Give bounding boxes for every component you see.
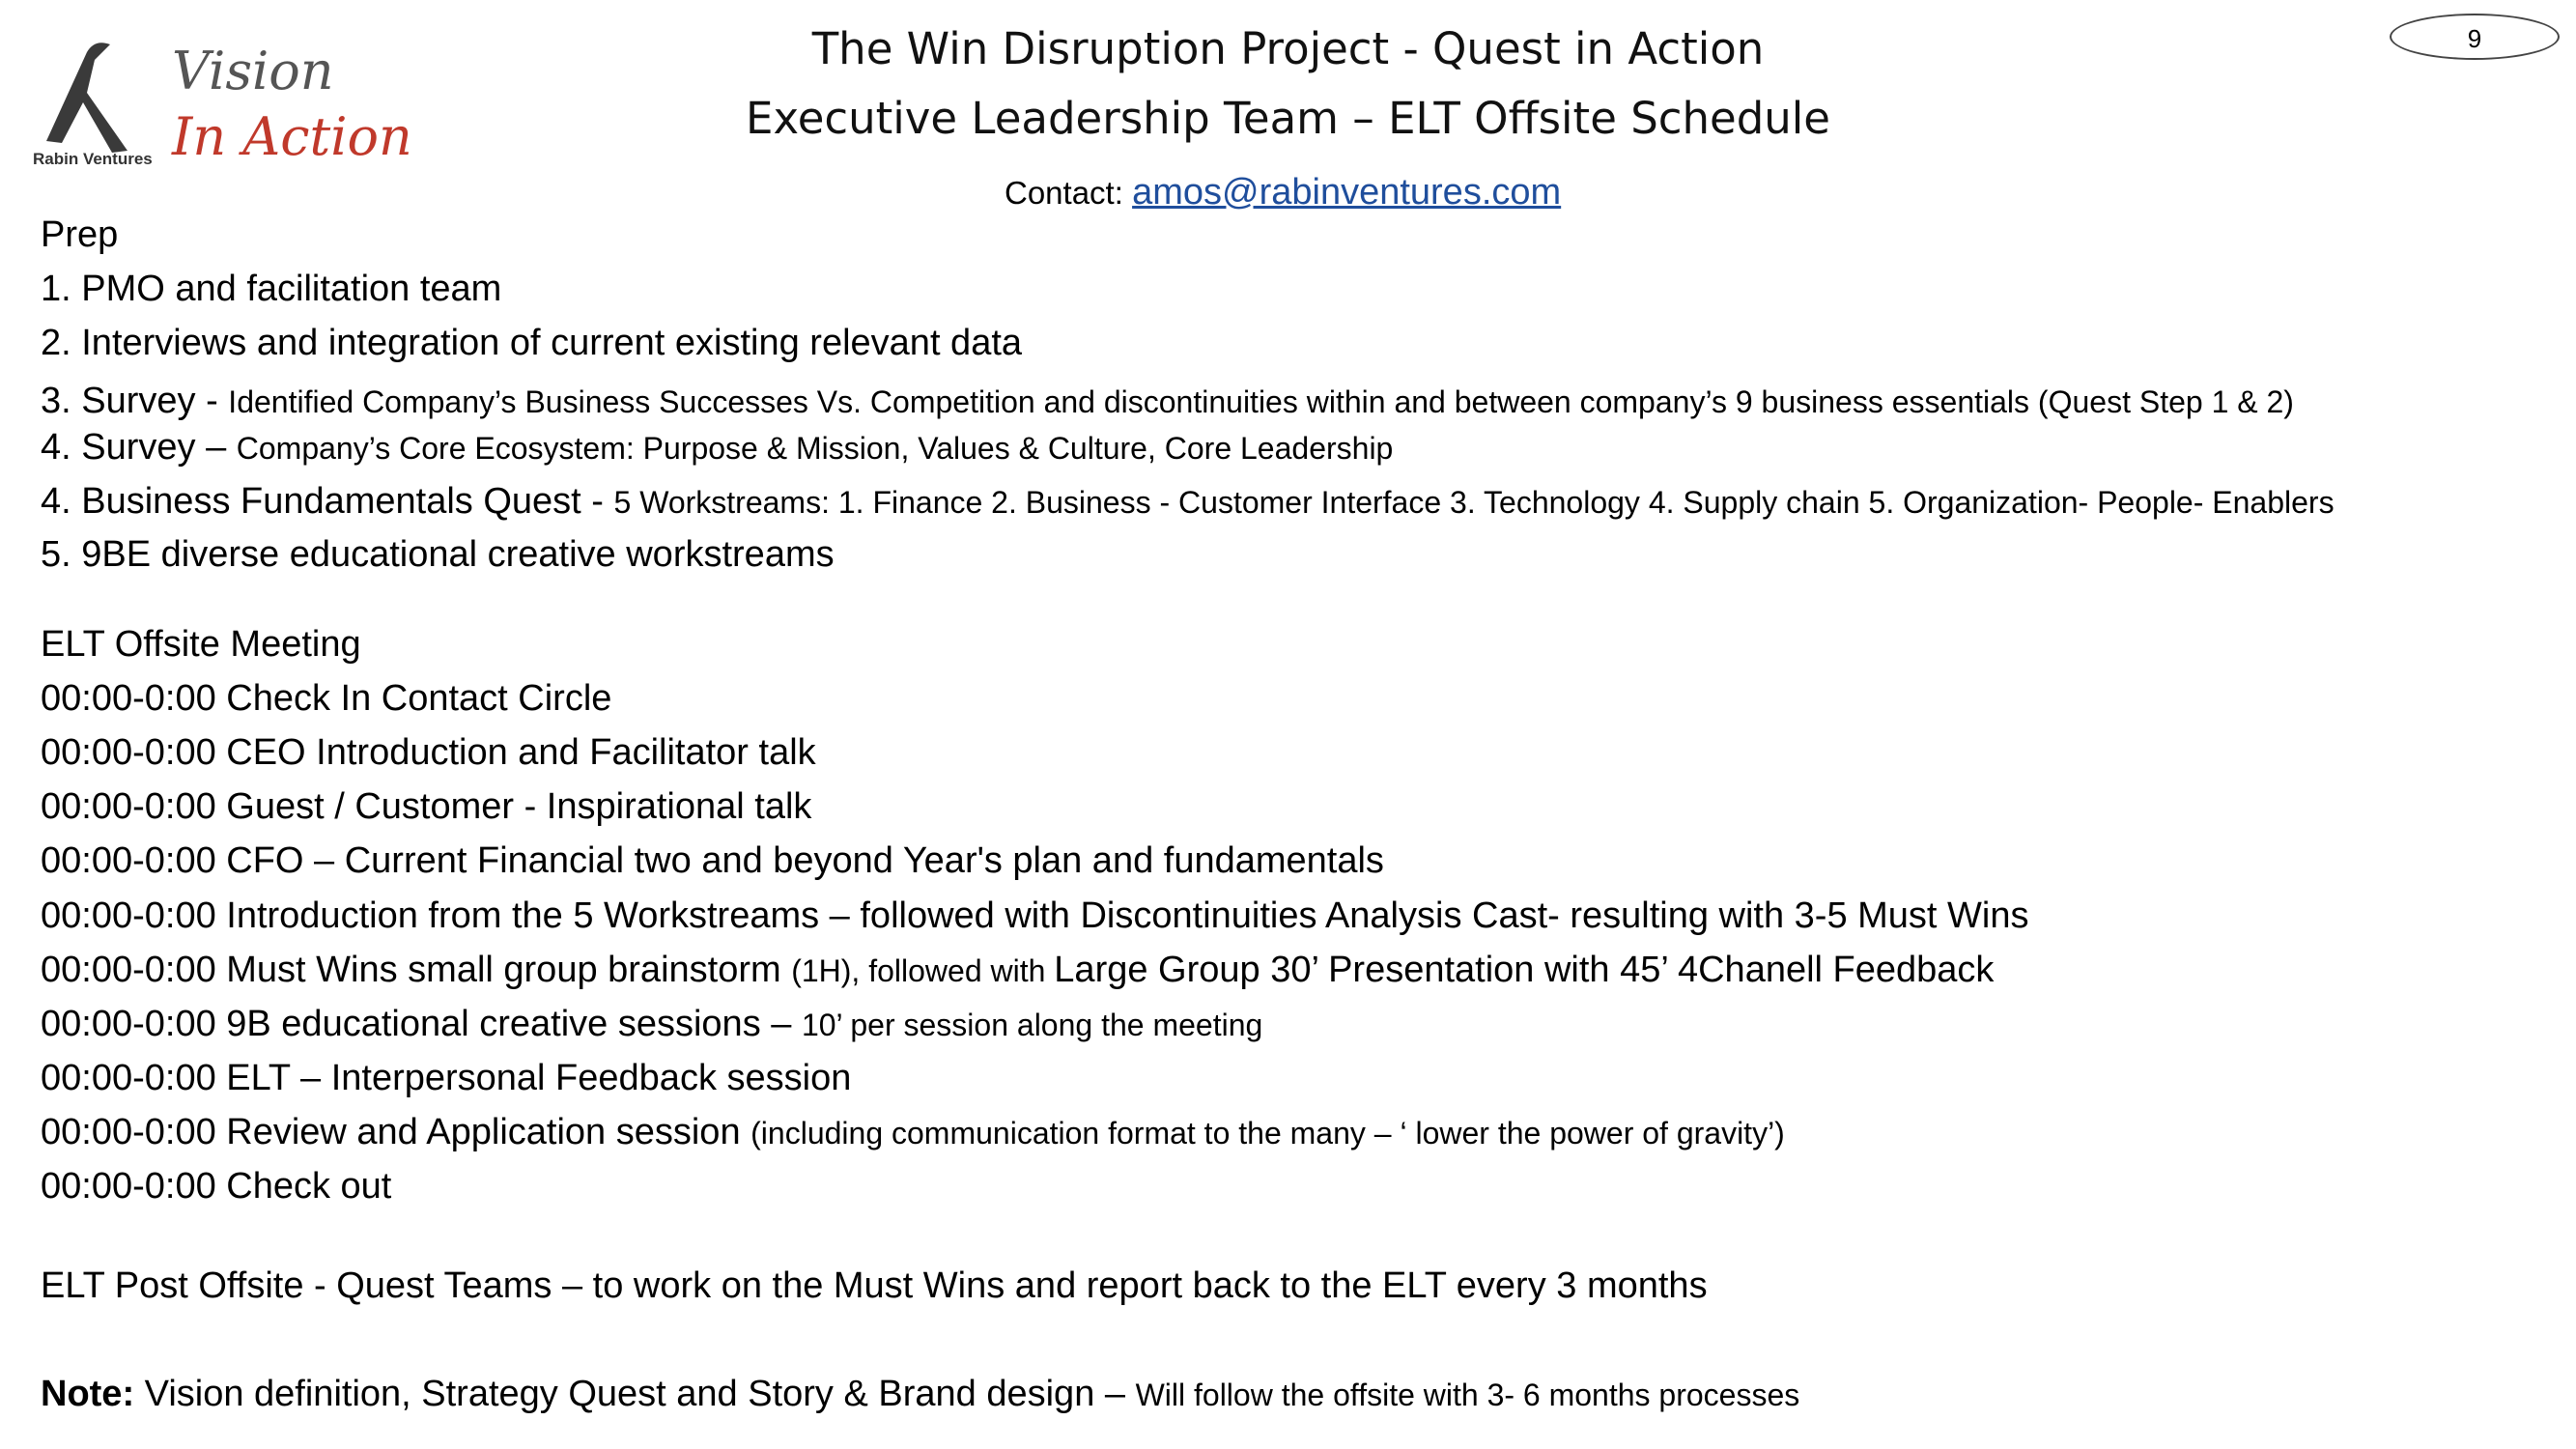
note-main: Vision definition, Strategy Quest and Story & Brand design – — [134, 1374, 1136, 1414]
page-subtitle: Executive Leadership Team – ELT Offsite Schedule — [746, 93, 1830, 144]
prep-item-detail: Identified Company’s Business Successes Vs. Competition and discontinuities within and between company’s 9 business essentials (Quest Step 1 & 2) — [228, 384, 2294, 419]
note-label: Note: — [41, 1374, 135, 1414]
schedule-item: 00:00-0:00 Check out — [41, 1166, 392, 1207]
schedule-item — [41, 1004, 1262, 1045]
prep-item-main: 3. Survey - — [41, 381, 229, 421]
prep-item — [41, 381, 2294, 422]
schedule-item: 00:00-0:00 Check In Contact Circle — [41, 678, 612, 719]
prep-item: 2. Interviews and integration of current existing relevant data — [41, 323, 1023, 363]
schedule-item-main: 00:00-0:00 Review and Application session — [41, 1112, 751, 1152]
schedule-item-main: 00:00-0:00 Must Wins small group brainstorm — [41, 950, 792, 990]
offsite-heading: ELT Offsite Meeting — [41, 624, 361, 665]
schedule-item: 00:00-0:00 CFO – Current Financial two and beyond Year's plan and fundamentals — [41, 840, 1384, 881]
schedule-item — [41, 1112, 1785, 1153]
schedule-item — [41, 950, 1994, 991]
schedule-item: 00:00-0:00 CEO Introduction and Facilitator talk — [41, 732, 816, 773]
logo-company-text: Rabin Ventures — [33, 150, 153, 168]
page-number-badge: 9 — [2390, 14, 2560, 60]
schedule-item-main: 00:00-0:00 9B educational creative sessions – — [41, 1004, 802, 1044]
schedule-item-detail: (including communication format to the many – ‘ lower the power of gravity’) — [750, 1116, 1785, 1151]
prep-heading: Prep — [41, 214, 119, 255]
contact-label: Contact: — [1005, 175, 1133, 211]
note-line — [41, 1374, 1799, 1415]
schedule-item-detail: (1H), followed with — [791, 953, 1055, 988]
schedule-item: 00:00-0:00 Introduction from the 5 Workstreams – followed with Discontinuities Analysis Cast- resulting with 3-5 Must Wins — [41, 895, 2029, 936]
post-offsite-text: ELT Post Offsite - Quest Teams – to work on the Must Wins and report back to the ELT every 3 months — [41, 1265, 1708, 1306]
prep-item: 5. 9BE diverse educational creative workstreams — [41, 534, 835, 575]
schedule-item: 00:00-0:00 Guest / Customer - Inspirational talk — [41, 786, 812, 827]
note-detail: Will follow the offsite with 3- 6 months processes — [1135, 1378, 1800, 1412]
contact-email-link[interactable]: amos@rabinventures.com — [1132, 172, 1562, 213]
prep-item — [41, 481, 2335, 523]
prep-item-detail: Company’s Core Ecosystem: Purpose & Mission, Values & Culture, Core Leadership — [236, 431, 1394, 466]
prep-item-detail: 5 Workstreams: 1. Finance 2. Business - Customer Interface 3. Technology 4. Supply chain 5. Organization- People- Enablers — [613, 485, 2335, 520]
page-title: The Win Disruption Project - Quest in Action — [811, 23, 1765, 74]
schedule-item-main: Large Group 30’ Presentation with 45’ 4Chanell Feedback — [1054, 950, 1995, 990]
contact-line — [1005, 172, 1561, 213]
logo-in-action-text: In Action — [172, 106, 412, 167]
schedule-item-detail: 10’ per session along the meeting — [801, 1008, 1263, 1042]
prep-item-main: 4. Business Fundamentals Quest - — [41, 481, 614, 522]
prep-item-main: 4. Survey – — [41, 427, 237, 468]
logo-vision-text: Vision — [172, 41, 334, 101]
schedule-item: 00:00-0:00 ELT – Interpersonal Feedback session — [41, 1058, 852, 1098]
prep-item — [41, 427, 1393, 469]
prep-item: 1. PMO and facilitation team — [41, 269, 502, 309]
